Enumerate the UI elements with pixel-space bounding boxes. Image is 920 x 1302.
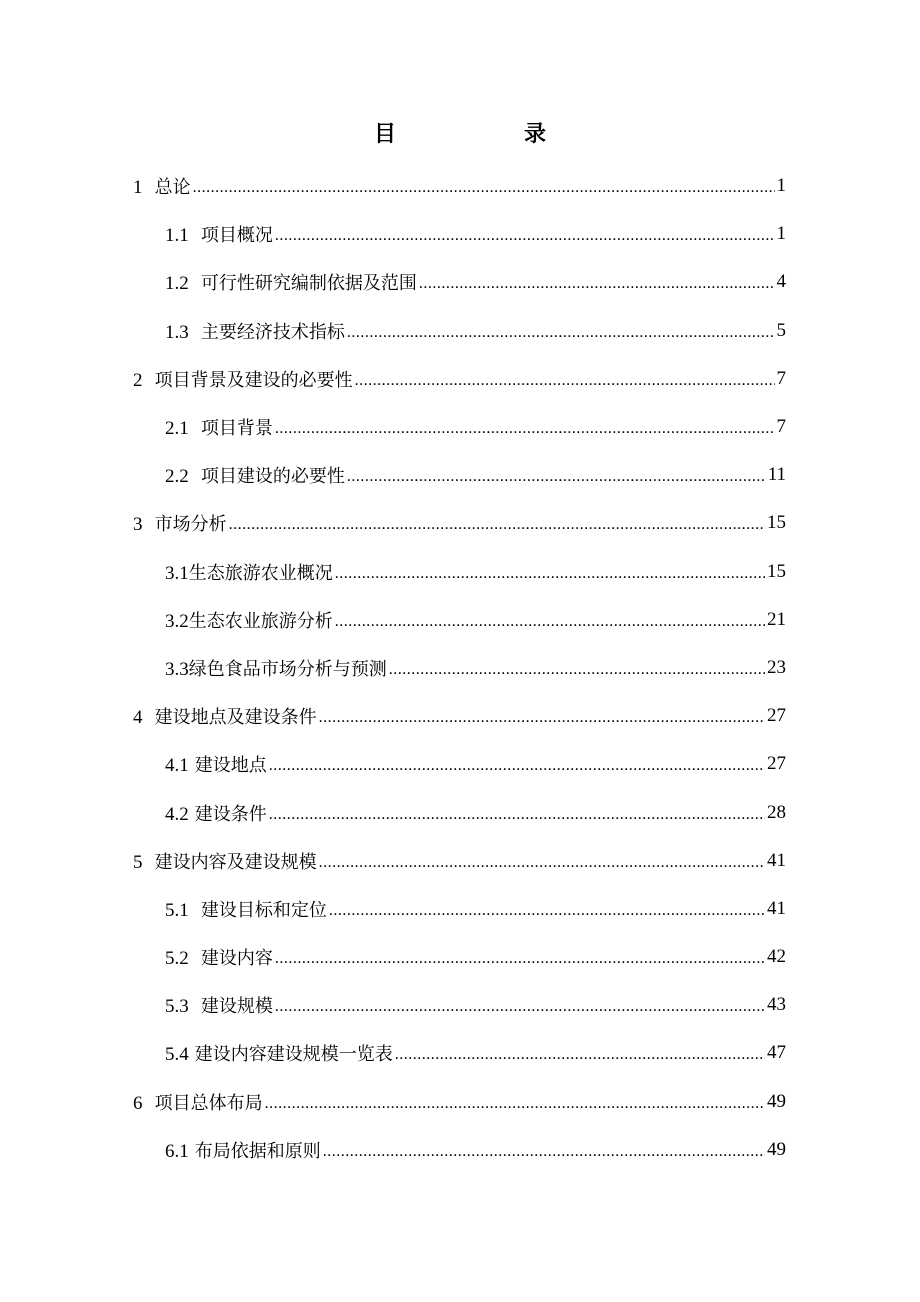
toc-entry-text: 建设内容建设规模一览表 <box>194 1044 393 1066</box>
toc-entry-separator <box>189 224 201 246</box>
toc-entry-label <box>165 559 333 585</box>
toc-section-entry[interactable] <box>0 210 920 258</box>
toc-dot-leader <box>319 852 765 874</box>
toc-entry-number: 6.1 <box>165 1140 189 1162</box>
toc-entry-label <box>165 269 417 295</box>
toc-entry-number: 1.1 <box>165 225 189 247</box>
toc-entry-label <box>133 1089 263 1115</box>
toc-entry-number: 3.2 <box>165 610 189 632</box>
toc-entry-text: 绿色食品市场分析与预测 <box>188 658 387 680</box>
toc-entry-text: 建设规模 <box>200 996 273 1018</box>
toc-entry-label <box>165 221 273 247</box>
toc-dot-leader <box>193 177 775 199</box>
toc-entry-number: 4 <box>133 707 143 729</box>
toc-entry-label <box>165 462 345 488</box>
toc-dot-leader <box>275 996 765 1018</box>
toc-entry-label <box>165 607 333 633</box>
toc-entry-text: 建设目标和定位 <box>200 899 327 921</box>
toc-dot-leader <box>355 370 775 392</box>
toc-dot-leader <box>329 900 765 922</box>
toc-page-number: 1 <box>776 223 786 245</box>
toc-section-entry[interactable] <box>0 740 920 788</box>
toc-entry-text: 建设地点 <box>194 755 267 777</box>
toc-entry-number: 5 <box>133 851 143 873</box>
toc-entry-separator <box>189 947 201 969</box>
toc-dot-leader <box>275 225 775 247</box>
toc-page-number: 7 <box>776 367 786 389</box>
toc-section-entry[interactable] <box>0 258 920 306</box>
toc-section-entry[interactable] <box>0 596 920 644</box>
toc-entry-separator <box>143 706 155 728</box>
toc-chapter-entry[interactable] <box>0 1078 920 1126</box>
toc-page-number: 11 <box>767 464 786 486</box>
toc-entry-label <box>165 992 273 1018</box>
toc-page-number: 41 <box>767 849 786 871</box>
toc-entry-label <box>165 655 387 681</box>
toc-entry-label <box>165 1137 321 1163</box>
toc-entry-number: 1 <box>133 177 143 199</box>
toc-entry-number: 1.3 <box>165 321 189 343</box>
toc-section-entry[interactable] <box>0 885 920 933</box>
toc-dot-leader <box>419 273 775 295</box>
toc-dot-leader <box>275 948 765 970</box>
toc-entry-text: 项目背景 <box>200 418 273 440</box>
toc-entry-number: 1.2 <box>165 273 189 295</box>
toc-entry-number: 2.1 <box>165 418 189 440</box>
toc-dot-leader <box>265 1093 765 1115</box>
toc-chapter-entry[interactable] <box>0 162 920 210</box>
toc-list <box>0 162 920 1174</box>
toc-entry-number: 5.2 <box>165 948 189 970</box>
toc-entry-label <box>133 848 317 874</box>
toc-entry-separator <box>189 899 201 921</box>
toc-page-number: 23 <box>767 656 786 678</box>
toc-entry-label <box>165 896 327 922</box>
toc-title: 目 录 <box>373 121 574 147</box>
toc-entry-separator <box>143 369 155 391</box>
toc-dot-leader <box>229 514 765 536</box>
toc-entry-number: 3 <box>133 514 143 536</box>
toc-page-number: 49 <box>767 1090 786 1112</box>
toc-entry-text: 生态农业旅游分析 <box>188 610 333 632</box>
toc-page-number: 43 <box>767 994 786 1016</box>
toc-section-entry[interactable] <box>0 644 920 692</box>
toc-section-entry[interactable] <box>0 933 920 981</box>
toc-entry-text: 建设内容及建设规模 <box>154 851 317 873</box>
toc-entry-text: 市场分析 <box>154 514 227 536</box>
toc-page-number: 7 <box>776 416 786 438</box>
toc-entry-label <box>165 1040 393 1066</box>
toc-entry-number: 5.1 <box>165 899 189 921</box>
toc-entry-label <box>165 800 267 826</box>
toc-entry-text: 建设内容 <box>200 948 273 970</box>
toc-dot-leader <box>275 418 775 440</box>
toc-page-number: 28 <box>767 801 786 823</box>
toc-entry-text: 建设条件 <box>194 803 267 825</box>
toc-dot-leader <box>347 322 775 344</box>
toc-entry-label <box>165 318 345 344</box>
toc-entry-label <box>165 751 267 777</box>
toc-entry-number: 3.1 <box>165 562 189 584</box>
toc-entry-label <box>133 366 353 392</box>
toc-entry-separator <box>143 851 155 873</box>
toc-section-entry[interactable] <box>0 788 920 836</box>
toc-entry-label <box>133 510 227 536</box>
toc-page-number: 27 <box>767 753 786 775</box>
toc-section-entry[interactable] <box>0 548 920 596</box>
toc-entry-text: 主要经济技术指标 <box>200 321 345 343</box>
toc-page-number: 15 <box>767 512 786 534</box>
toc-section-entry[interactable] <box>0 981 920 1029</box>
toc-page-number: 4 <box>776 271 786 293</box>
toc-page-number: 41 <box>767 897 786 919</box>
toc-section-entry[interactable] <box>0 451 920 499</box>
toc-page-number: 21 <box>767 608 786 630</box>
toc-dot-leader <box>269 804 765 826</box>
toc-entry-number: 5.4 <box>165 1044 189 1066</box>
toc-chapter-entry[interactable] <box>0 837 920 885</box>
toc-dot-leader <box>347 466 766 488</box>
toc-entry-text: 可行性研究编制依据及范围 <box>200 273 417 295</box>
toc-chapter-entry[interactable] <box>0 355 920 403</box>
toc-entry-number: 4.1 <box>165 755 189 777</box>
toc-entry-separator <box>143 176 155 198</box>
toc-entry-text: 建设地点及建设条件 <box>154 707 317 729</box>
toc-page-number: 42 <box>767 946 786 968</box>
toc-entry-label <box>165 944 273 970</box>
toc-entry-separator <box>143 1092 155 1114</box>
toc-dot-leader <box>335 611 765 633</box>
toc-dot-leader <box>323 1141 765 1163</box>
toc-entry-number: 6 <box>133 1092 143 1114</box>
toc-entry-separator <box>189 995 201 1017</box>
toc-entry-number: 3.3 <box>165 658 189 680</box>
toc-entry-separator <box>143 513 155 535</box>
toc-page-number: 15 <box>767 560 786 582</box>
toc-entry-number: 5.3 <box>165 996 189 1018</box>
toc-entry-number: 2 <box>133 369 143 391</box>
toc-section-entry[interactable] <box>0 403 920 451</box>
toc-page-number: 49 <box>767 1138 786 1160</box>
toc-entry-text: 项目建设的必要性 <box>200 466 345 488</box>
toc-page-number: 1 <box>776 175 786 197</box>
toc-page-number: 47 <box>767 1042 786 1064</box>
toc-dot-leader <box>269 755 765 777</box>
toc-entry-separator <box>189 417 201 439</box>
toc-page-number: 5 <box>776 319 786 341</box>
toc-dot-leader <box>335 563 765 585</box>
toc-section-entry[interactable] <box>0 1126 920 1174</box>
toc-entry-number: 4.2 <box>165 803 189 825</box>
toc-entry-separator <box>189 321 201 343</box>
toc-entry-label <box>133 703 317 729</box>
toc-entry-text: 总论 <box>154 177 191 199</box>
toc-section-entry[interactable] <box>0 1029 920 1077</box>
toc-page-number: 27 <box>767 705 786 727</box>
toc-entry-text: 项目总体布局 <box>154 1092 263 1114</box>
toc-entry-separator <box>189 465 201 487</box>
toc-entry-text: 生态旅游农业概况 <box>188 562 333 584</box>
toc-chapter-entry[interactable] <box>0 499 920 547</box>
toc-section-entry[interactable] <box>0 307 920 355</box>
toc-entry-text: 项目背景及建设的必要性 <box>154 369 353 391</box>
toc-chapter-entry[interactable] <box>0 692 920 740</box>
toc-entry-number: 2.2 <box>165 466 189 488</box>
toc-entry-label <box>133 173 191 199</box>
toc-entry-text: 项目概况 <box>200 225 273 247</box>
toc-dot-leader <box>389 659 765 681</box>
toc-entry-separator <box>189 272 201 294</box>
toc-dot-leader <box>319 707 765 729</box>
toc-entry-text: 布局依据和原则 <box>194 1140 321 1162</box>
toc-entry-label <box>165 414 273 440</box>
toc-dot-leader <box>395 1044 765 1066</box>
